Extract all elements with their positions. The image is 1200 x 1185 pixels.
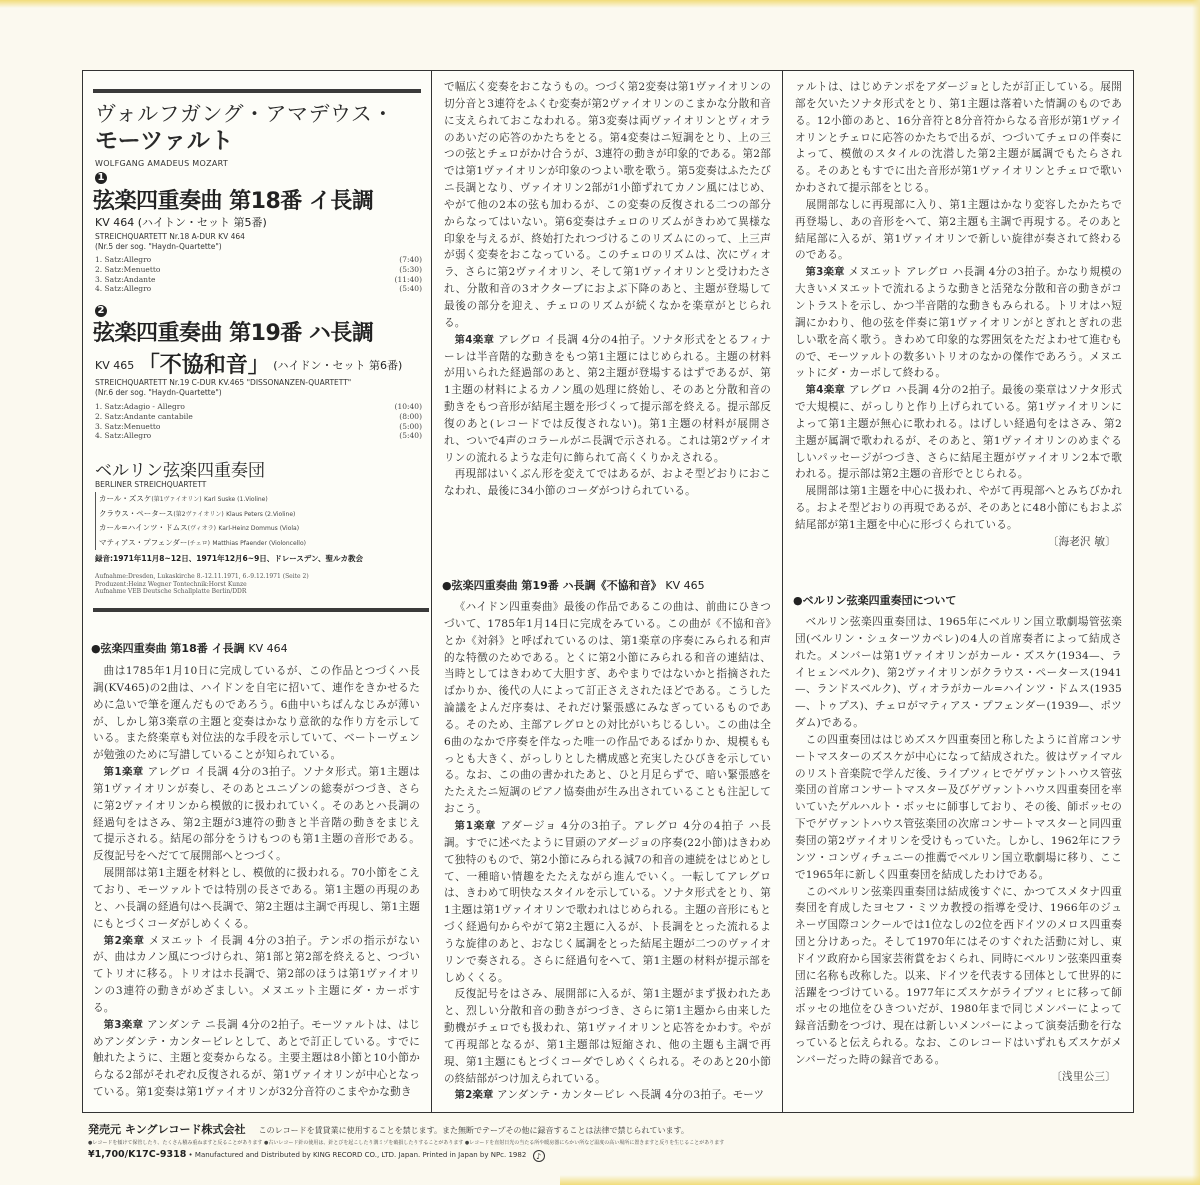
ensemble-name-en: BERLINER STREICHQUARTETT bbox=[95, 480, 207, 489]
paragraph-text: 曲は1785年1月10日に完成しているが、この作品とつづくハ長調(KV465)の2曲は、ハイドンを自宅に招いて、連作をきかせるために急いで筆を運んだものであろう。6曲中いちばんなじみが薄いが、しかし第3楽章の主題と変奏はかなり意欲的な作り方を示している。また終楽章も対位法的な手段を示していて、ベートーヴェンが勉強のために写譜していることが知られている。 bbox=[93, 665, 420, 762]
paragraph-text: ァルトは、はじめテンポをアダージョとしたが訂正している。展開部を欠いたソナタ形式をとり、第1主題は落着いた情調のものである。12小節のあと、16分音符と8分音符からなる音形が第1ヴァイオリンとチェロに応答のかたちで出るが、つづいてチェロの伴奏によって、模倣のスタイルの沈潜した第2主題が属調でもたらされる。そのあともすでに出た音形が第1ヴァイオリンとチェロで歌いかわされて提示部をとじる。 bbox=[795, 81, 1122, 195]
track-label: 1. Satz:Allegro bbox=[95, 255, 152, 264]
member-name-ja: カール=ハインツ・ドムス bbox=[99, 523, 188, 532]
member-name-ja: マティアス・プフェンダー bbox=[99, 537, 188, 547]
paragraph bbox=[93, 663, 420, 764]
work-2-kv: KV 465 bbox=[95, 359, 135, 372]
publisher-name: 発売元 キングレコード株式会社 bbox=[88, 1123, 246, 1136]
work-2-track-list bbox=[95, 402, 422, 441]
ensemble-member-list bbox=[95, 492, 425, 550]
paper-stain-right bbox=[1192, 0, 1200, 1185]
work-1-title-de: STREICHQUARTETT Nr.18 A-DUR KV 464 bbox=[95, 232, 245, 241]
track-label: 3. Satz:Andante bbox=[95, 274, 156, 284]
track-row bbox=[95, 265, 422, 275]
work-2-nickname: 「不協和音」 bbox=[137, 353, 270, 378]
work-1-subtitle: (ハイトン・セット 第5番) bbox=[137, 216, 267, 229]
label-logo-icon: ♪ bbox=[533, 1150, 545, 1162]
paragraph-text: アンダンテ ニ長調 4分の2拍子。モーツァルトは、はじめアンダンテ・カンタービレとして、あとで訂正している。すでに触れたように、主題と変奏からなる。主要主題は8小節と10小節からなる2部がそれぞれ反復されるが、第1ヴァイオリンが中心となっている。第1変奏は第1ヴァイオリンが32分音符のこまやかな動き bbox=[93, 1018, 420, 1099]
paragraph-text: メヌエット イ長調 4分の3拍子。テンポの指示がないが、曲はカノン風につづけられ、第1部と第2部を終えると、つづいてトリオに移る。トリオはホ長調で、第2部のほうは第1ヴァイオリンの3連符の動きがめざましい。メヌエット主題にダ・カーポする。 bbox=[93, 934, 420, 1014]
member-role: (第2ヴァイオリン) bbox=[173, 510, 224, 518]
paragraph-text: 反復記号をはさみ、展開部に入るが、第1主題がまず扱われたあと、烈しい分散和音の動きがつづき、さらに第1主題から由来した動機がチェロでも扱われ、第1ヴァイオリンと応答をかわす。やがて再現部となるが、第1主題部は短縮され、他の主題も主調で再現、第1主題にもとづくコーダでしめくくられる。そのあと20小節の終結部がつけ加えられている。 bbox=[444, 988, 771, 1085]
member-role: (第1ヴァイオリン) bbox=[151, 496, 202, 503]
paragraph bbox=[444, 986, 771, 1087]
composer-name-line2: モーツァルト bbox=[95, 128, 234, 154]
notes-464-heading-text: ●弦楽四重奏曲 第18番 イ長調 bbox=[91, 642, 245, 655]
paragraph bbox=[795, 197, 1122, 264]
work-1-german-title bbox=[95, 232, 425, 252]
track-duration: (8:00) bbox=[399, 411, 422, 421]
movement-label: 第1楽章 bbox=[103, 766, 144, 779]
paragraph bbox=[795, 264, 1122, 382]
track-label: 2. Satz:Menuetto bbox=[95, 264, 161, 274]
recording-line: Produzent:Heinz Wegner Tontechnik:Horst Kunze bbox=[95, 580, 247, 588]
member-name-en: Matthias Pfaender (Violoncello) bbox=[212, 539, 306, 547]
member-name-ja: カール・ズスケ bbox=[99, 494, 152, 503]
movement-label: 第2楽章 bbox=[103, 934, 145, 947]
column-2 bbox=[431, 71, 782, 1112]
track-duration: (10:40) bbox=[394, 402, 422, 411]
work-1-note-de: (Nr.5 der sog. "Haydn-Quartette") bbox=[95, 242, 222, 251]
movement-label: 第3楽章 bbox=[805, 266, 845, 279]
top-rule bbox=[93, 89, 421, 93]
paragraph-text: メヌエット アレグロ ハ長調 4分の3拍子。かなり規模の大きいメヌエットで流れるような動きと活発な分散和音の動きがコントラストを示し、かつ半音階的な動きもみられる。トリオはハ短調にかわり、他の弦を伴奏に第1ヴァイオリンがとぎれとぎれの悲しい歌を高く歌う。きわめて印象的な雰囲気をただよわせて進むもので、モーツァルトの数多いトリオのなかの傑作であろう。メヌエットにダ・カーポして終わる。 bbox=[795, 266, 1122, 380]
paragraph-text: アレグロ ハ長調 4分の2拍子。最後の楽章はソナタ形式で大規模に、がっしりと作り上げられている。第1ヴァイオリンによって第1主題が無心に歌われる。はげしい経過句をはさみ、第2主題が属調で歌われるが、そのあと、第1ヴァイオリンのめまぐるしいパッセージがつづき、さらに結尾主題がヴァイオリン2本で歌われる。提示部は第2主題の音形でとじられる。 bbox=[795, 384, 1123, 481]
paragraph bbox=[795, 382, 1122, 483]
track-row bbox=[95, 422, 422, 432]
movement-label: 第2楽章 bbox=[454, 1089, 494, 1102]
copyright-notice: このレコードを賃貸業に使用することを禁じます。また無断でテープその他に録音することは法律で禁じられています。 bbox=[258, 1126, 689, 1135]
member-name-en: Karl Suske (1.Violine) bbox=[204, 496, 268, 503]
notes-464-body bbox=[93, 663, 420, 1108]
recording-line: Aufnahme VEB Deutsche Schallplatte Berlin/DDR bbox=[95, 588, 247, 595]
movement-label: 第1楽章 bbox=[454, 819, 497, 832]
author-signature: 〔海老沢 敏〕 bbox=[1047, 535, 1116, 548]
notes-464-heading-kv: KV 464 bbox=[248, 642, 288, 655]
paper-stain-bottom bbox=[560, 1175, 1200, 1185]
notes-465-heading-kv: KV 465 bbox=[665, 579, 705, 592]
paragraph-text: 展開部は第1主題を材料とし、模倣的に扱われる。70小節をこえており、モーツァルトでは特別の長さである。第1主題の再現のあと、ハ長調の経過句はヘ長調で、第2主題は主調で再現し、第1主題にもとづくコーダがしめくくる。 bbox=[93, 867, 420, 930]
paragraph-text: 再現部はいくぶん形を変えてではあるが、およそ型どおりにおこなわれ、最後に34小節のコーダがつけられている。 bbox=[444, 468, 771, 498]
paragraph bbox=[444, 818, 771, 986]
recording-line: Aufnahme:Dresden, Lukaskirche 8.-12.11.1971, 6.-9.12.1971 (Seite 2) bbox=[95, 573, 309, 580]
work-2-subtitle: (ハイドン・セット 第6番) bbox=[273, 359, 403, 372]
recording-info-de bbox=[95, 573, 425, 596]
track-duration: (5:40) bbox=[399, 431, 422, 441]
footer bbox=[88, 1118, 1088, 1162]
track-label: 4. Satz:Allegro bbox=[95, 284, 152, 294]
paragraph-text: で幅広く変奏をおこなうもの。つづく第2変奏は第1ヴァイオリンの切分音と3連符をふくむ変奏が第2ヴァイオリンのこまかな分散和音に支えられておこなわれる。第3変奏は両ヴァイオリンとヴィオラのあいだの応答のかたちをとる。第4変奏はニ短調をとり、上の三つの弦とチェロがかけ合うが、3連符の動きが印象的である。第2部では第1ヴァイオリンが印象のつよい歌を歌う。第5変奏はふたたびニ長調となり、ヴァイオリン2部が1小節ずれてカノン風にはじめ、やがて他の2本の弦も加わるが、この変奏の反復される二つの部分からなってはいない。第6変奏はチェロのリズムがきわめて異様な印象を与えるが、終始打たれつづけるこのリズムにのって、上三声が弱く変奏をおこなっている。このチェロのリズムは、次にヴィオラ、さらに第2ヴァイオリン、そして第1ヴァイオリンと受けわたされ、分散和音の3オクターブにおよぶ下降のあと、主題が登場して最後の部分を迎え、チェロのリズムが続くなかを楽章がとじられる。 bbox=[444, 81, 772, 329]
work-1-marker: 1 bbox=[95, 172, 107, 184]
work-2-kv-line bbox=[95, 348, 402, 379]
paragraph: ベルリン弦楽四重奏団は、1965年にベルリン国立歌劇場管弦楽団(ベルリン・シュターツカペレ)の4人の首席奏者によって結成された。メンバーは第1ヴァイオリンがカール・ズスケ(1934—、ライヒェンベルク)、第2ヴァイオリンがクラウス・ペータース(1941—、ランドスベルク)、ヴィオラがカール=ハインツ・ドムス(1935—、トゥプス)、チェロがマティアス・プフェンダー(1939—、ポツダム)である。 bbox=[795, 616, 1122, 730]
paragraph-text: 《ハイドン四重奏曲》最後の作品であるこの曲は、前曲にひきつづいて、1785年1月14日に完成をみている。この曲が《不協和音》とか《対斜》と呼ばれているのは、第1楽章の序奏にみられる和声的な特徴のためである。とくに第2小節にみられる和音の連結は、当時としてはきわめて大胆すぎ、あやまりではないかと指摘されたばかりか、後代の人によって訂正さえされたほどである。こうした論議をよんだ序奏は、それだけ緊張感にみなぎっているものである。そのため、主部アレグロとの対比がいちじるしい。この曲は全6曲のなかで序奏を伴なった唯一の作品であるばかりか、規模ももっとも大きく、がっしりとした構成感と充実したひびきを示している。なお、この曲の書かれたあと、ひと月足らずで、暗い緊張感をたたえたニ短調のピアノ協奏曲が生み出されていることも注記しておこう。 bbox=[444, 601, 771, 816]
paragraph-text: 展開部なしに再現部に入り、第1主題はかなり変容したかたちで再登場し、あの音形をへて、第2主題も主調で再現する。そのあと結尾部に入るが、第1ヴァイオリンで新しい旋律が奏されて終わるのである。 bbox=[795, 198, 1122, 262]
paper-stain-top bbox=[0, 0, 1200, 8]
member-role: (ヴィオラ) bbox=[187, 525, 216, 532]
ensemble-notes-heading: ●ベルリン弦楽四重奏団について bbox=[793, 594, 957, 607]
member-name-en: Klaus Peters (2.Violine) bbox=[226, 510, 296, 518]
paragraph bbox=[93, 764, 420, 865]
notes-464-body-continued bbox=[444, 79, 771, 500]
work-1-title: 弦楽四重奏曲 第18番 イ長調 bbox=[93, 189, 374, 214]
paragraph: このベルリン弦楽四重奏団は結成後すぐに、かつてスメタナ四重奏団を育成したヨセフ・ミツカ教授の指導を受け、1966年のジュネーヴ国際コンクールでは1位なしの2位を西ドイツのメロス四重奏団と分けあった。そして1970年にはそのすぐれた活動に対し、東ドイツ政府から国家芸術賞をおくられ、同時にベルリン弦楽四重奏団に名称も改称した。以来、ドイツを代表する団体として世界的に活躍をつづけている。1977年にズスケがライプツィヒに移って師ボッセの地位をひきついだが、1980年まで同じメンバーによって録音活動をつづけ、現在は新しいメンバーによって演奏活動を行なっていると伝えられる。なお、このレコードはいずれもズスケがメンバーだった時の録音である。 bbox=[795, 885, 1122, 1066]
work-2-marker: 2 bbox=[95, 305, 107, 317]
paragraph bbox=[444, 466, 771, 500]
movement-label: 第3楽章 bbox=[103, 1018, 144, 1031]
paragraph-continued bbox=[444, 79, 771, 332]
paragraph bbox=[444, 599, 771, 818]
track-row bbox=[95, 431, 422, 441]
column-1 bbox=[83, 71, 431, 1112]
paragraph bbox=[93, 1017, 420, 1101]
column-3 bbox=[782, 71, 1133, 1112]
movement-label: 第4楽章 bbox=[805, 384, 846, 397]
ensemble-notes-body bbox=[795, 614, 1122, 1086]
member-row bbox=[99, 536, 425, 551]
work-2-note-de: (Nr.6 der sog. "Haydn-Quartette") bbox=[95, 388, 222, 397]
member-row bbox=[99, 521, 425, 536]
track-row bbox=[95, 402, 422, 412]
notes-465-body-continued bbox=[795, 79, 1122, 551]
work-1-track-list bbox=[95, 255, 422, 294]
paragraph-text: アダージョ 4分の3拍子。アレグロ 4分の4拍子 ハ長調。すでに述べたように冒頭のアダージョの序奏(22小節)はきわめて独特のもので、第2小節にみられる減7の和音の連続をはじめとして、一種暗い情趣をたたえながら進んでいく。一転してアレグロは、きわめて明快なスタイルを示している。ソナタ形式をとり、第1主題は第1ヴァイオリンで歌われはじめられる。主題の音形にもとづく経過句からやがて第2主題に入るが、ト長調をとった流れるような旋律のあと、おなじく属調をとった結尾主題が二つのヴァイオリンで奏される。さらに経過句をへて、第1主題の材料が提示部をしめくくる。 bbox=[444, 819, 771, 984]
track-row bbox=[95, 412, 422, 422]
composer-name-line1: ヴォルフガング・アマデウス・ bbox=[95, 102, 394, 126]
composer-name-ja bbox=[95, 101, 425, 155]
track-label: 3. Satz:Menuetto bbox=[95, 421, 161, 431]
paragraph bbox=[93, 865, 420, 932]
paragraph bbox=[444, 1087, 771, 1104]
section-rule bbox=[93, 608, 429, 612]
record-care-notice: ●レコードを傾けて保管したり、たくさん積み重ねますと反ることがあります ●古いレコード針の使用は、針とびを起こしたり溝ミゾを破損したりすることがあります ●レコードを直射日光の当たる所や暖房器にちかい所など温度の高い場所に置きますと反りを生じることがあります bbox=[88, 1140, 725, 1146]
publisher-line bbox=[88, 1118, 1088, 1137]
paragraph bbox=[93, 933, 420, 1017]
track-label: 2. Satz:Andante cantabile bbox=[95, 411, 193, 421]
track-duration: (7:40) bbox=[399, 255, 422, 264]
track-label: 4. Satz:Allegro bbox=[95, 431, 152, 441]
work-2-title: 弦楽四重奏曲 第19番 ハ長調 bbox=[93, 321, 374, 346]
work-2-german-title bbox=[95, 378, 425, 398]
work-2-title-de: STREICHQUARTETT Nr.19 C-DUR KV.465 "DISSONANZEN-QUARTETT" bbox=[95, 378, 352, 387]
notes-465-body bbox=[444, 599, 771, 1109]
movement-label: 第4楽章 bbox=[454, 333, 495, 346]
ensemble-name-ja: ベルリン弦楽四重奏団 bbox=[95, 461, 265, 481]
paragraph bbox=[444, 332, 771, 467]
track-label: 1. Satz:Adagio - Allegro bbox=[95, 402, 185, 411]
catalog-number: K17C-9318 bbox=[128, 1149, 187, 1160]
paragraph-continued bbox=[795, 79, 1122, 197]
track-duration: (5:30) bbox=[399, 264, 422, 274]
track-duration: (5:40) bbox=[399, 284, 422, 294]
member-row bbox=[99, 507, 425, 522]
track-row bbox=[95, 255, 422, 265]
track-duration: (5:00) bbox=[399, 421, 422, 431]
member-role: (チェロ) bbox=[187, 539, 210, 547]
paragraph-text: 展開部は第1主題を中心に扱われ、やがて再現部へとみちびかれる。およそ型どおりの再現であるが、そのあとに48小節にもおよぶ結尾部が第1主題を中心に形づくられている。 bbox=[795, 485, 1122, 531]
notes-464-heading bbox=[91, 640, 288, 656]
member-name-en: Karl-Heinz Dommus (Viola) bbox=[218, 525, 300, 532]
recording-info-ja: 録音:1971年11月8~12日、1971年12月6~9日、ドレースデン、聖ルカ教会 bbox=[95, 554, 364, 563]
member-row bbox=[99, 492, 425, 507]
notes-465-heading-text: ●弦楽四重奏曲 第19番 ハ長調《不協和音》 bbox=[442, 579, 662, 592]
notes-465-heading bbox=[442, 577, 705, 593]
manufacturer-credit: • Manufactured and Distributed by KING RECORD CO., LTD. Japan. Printed in Japan by NPc. 1982 bbox=[188, 1151, 527, 1159]
catalog-line: ¥1,700/K17C-9318 • Manufactured and Distributed by KING RECORD CO., LTD. Japan. Printed in Japan by NPc. 1982 ♪ bbox=[88, 1149, 1088, 1162]
paragraph: この四重奏団ははじめズスケ四重奏団と称したように首席コンサートマスターのズスケが中心になって結成された。彼はヴァイマルのリスト音楽院で学んだ後、ライプツィヒでゲヴァントハウス管弦楽団の首席コンサートマスター及びゲヴァントハウス四重奏団を率いていたゲルハルト・ボッセに師事しており、その後、師ボッセの下でゲヴァントハウス管弦楽団の次席コンサートマスターと同四重奏団の第2ヴァイオリンを受けもっていた。しかし、1962年にフランツ・コンヴィチュニーの推薦でベルリン国立歌劇場に移り、ここで1965年に新しく四重奏団を結成したわけである。 bbox=[795, 733, 1122, 881]
paragraph-text: アレグロ イ長調 4分の4拍子。ソナタ形式をとるフィナーレは半音階的な動きをもつ第1主題にはじめられる。主題の材料が用いられた経過部のあと、第2主題が登場するはずであるが、第1主題の材料によるカノン風の処理に終始し、そのあと分散和音の動きをもつ音形が結尾主題を形づくって提示部を終える。提示部反復のあと(レコードでは反復されない)。第1主題の材料が展開され、ついで4声のコラールがニ長調で示される。これは第2ヴァイオリンの流れるような走句に飾られて高くくりかえされる。 bbox=[444, 333, 772, 464]
liner-notes-frame bbox=[82, 70, 1134, 1113]
paragraph-text: アレグロ イ長調 4分の3拍子。ソナタ形式。第1主題は第1ヴァイオリンが奏し、そのあとユニゾンの総奏がつづき、さらに第2ヴァイオリンから模倣的に扱われていく。そのあとハ長調の経過句をはさみ、第2主題が3連符の動きと半音階の動きをまじえて提示される。結尾の部分をうけもつのも第1主題の音形である。反復記号をへだてて展開部へとつづく。 bbox=[93, 766, 420, 863]
author-signature: 〔浅里公三〕 bbox=[1051, 1070, 1116, 1083]
work-1-kv-line bbox=[95, 214, 267, 230]
track-row bbox=[95, 275, 422, 285]
composer-name-en: WOLFGANG AMADEUS MOZART bbox=[95, 159, 229, 168]
work-1-kv: KV 464 bbox=[95, 216, 135, 229]
price: ¥1,700 bbox=[88, 1149, 125, 1160]
member-name-ja: クラウス・ペータース bbox=[99, 508, 174, 518]
track-duration: (11:40) bbox=[394, 274, 422, 284]
track-row bbox=[95, 284, 422, 294]
paragraph-text: アンダンテ・カンタービレ ヘ長調 4分の3拍子。モーツ bbox=[493, 1089, 765, 1102]
paragraph bbox=[795, 483, 1122, 534]
